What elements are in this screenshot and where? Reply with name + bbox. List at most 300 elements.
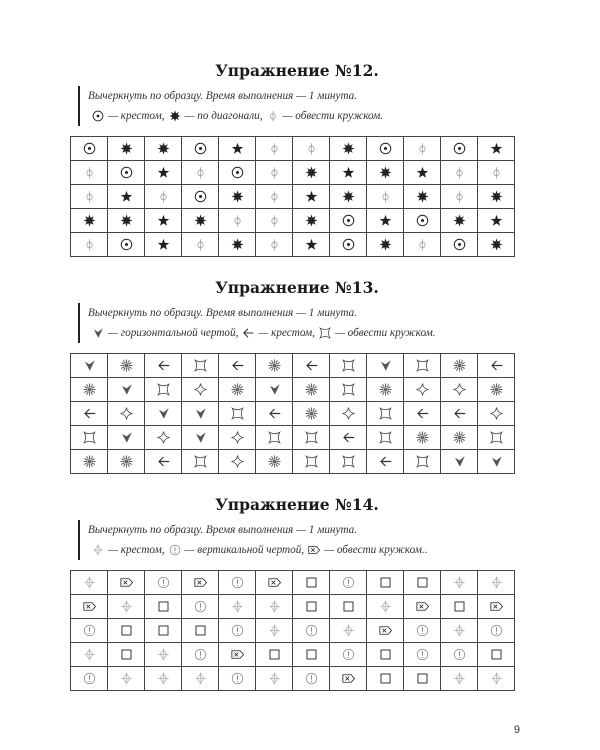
diamond-plus-icon [256, 623, 292, 638]
grid-cell[interactable] [219, 450, 256, 474]
grid-cell[interactable] [219, 209, 256, 233]
checkmark-icon [91, 326, 105, 340]
four-point-star-icon [330, 406, 366, 421]
grid-cell[interactable] [330, 571, 367, 595]
grid-cell[interactable] [182, 354, 219, 378]
square-icon [108, 647, 144, 662]
tag-x-icon [478, 599, 514, 614]
grid-cell[interactable] [367, 378, 404, 402]
grid-cell[interactable] [404, 571, 441, 595]
five-point-star-icon [478, 213, 514, 228]
grid-cell[interactable] [219, 233, 256, 257]
grid-cell[interactable] [71, 402, 108, 426]
grid-cell[interactable] [145, 209, 182, 233]
diamond-plus-icon [108, 599, 144, 614]
grid-cell[interactable] [441, 161, 478, 185]
grid-cell[interactable] [108, 209, 145, 233]
instruction-text: Вычеркнуть по образцу. Время выполнения — 1 минута. [88, 90, 358, 102]
phi-icon [367, 189, 403, 204]
sunburst-icon [219, 382, 255, 397]
left-arrow-icon [441, 406, 477, 421]
grid-cell[interactable] [404, 643, 441, 667]
grid-cell[interactable] [219, 595, 256, 619]
grid-cell[interactable] [71, 450, 108, 474]
eight-point-star-icon [293, 213, 329, 228]
grid-cell[interactable] [182, 426, 219, 450]
grid-cell[interactable] [478, 571, 515, 595]
grid-cell[interactable] [330, 354, 367, 378]
grid-row [71, 402, 515, 426]
legend-text: — крестом, [258, 327, 315, 339]
grid-cell[interactable] [293, 161, 330, 185]
exercise-12 [68, 60, 526, 257]
grid-row [71, 619, 515, 643]
grid-cell[interactable] [330, 667, 367, 691]
eight-point-star-icon [219, 237, 255, 252]
grid-cell[interactable] [404, 137, 441, 161]
grid-cell[interactable] [71, 378, 108, 402]
grid-cell[interactable] [256, 185, 293, 209]
left-arrow-icon [71, 406, 107, 421]
grid-cell[interactable] [219, 137, 256, 161]
circle-exclaim-icon [168, 543, 182, 557]
grid-cell[interactable] [108, 233, 145, 257]
phi-icon [441, 165, 477, 180]
five-point-star-icon [145, 237, 181, 252]
grid-cell[interactable] [256, 402, 293, 426]
grid-cell[interactable] [182, 595, 219, 619]
grid-cell[interactable] [404, 667, 441, 691]
grid-cell[interactable] [71, 185, 108, 209]
eight-point-star-icon [330, 189, 366, 204]
grid-cell[interactable] [293, 643, 330, 667]
grid-cell[interactable] [256, 619, 293, 643]
phi-icon [404, 141, 440, 156]
circle-exclaim-icon [478, 623, 514, 638]
circle-exclaim-icon [293, 671, 329, 686]
grid-cell[interactable] [293, 137, 330, 161]
grid-cell[interactable] [478, 402, 515, 426]
grid-cell[interactable] [441, 450, 478, 474]
eight-point-star-icon [182, 213, 218, 228]
square-icon [108, 623, 144, 638]
grid-cell[interactable] [256, 137, 293, 161]
grid-cell[interactable] [182, 571, 219, 595]
grid-cell[interactable] [182, 233, 219, 257]
grid-cell[interactable] [367, 209, 404, 233]
circle-dot-icon [441, 141, 477, 156]
grid-cell[interactable] [441, 233, 478, 257]
concave-square-icon [404, 358, 440, 373]
phi-icon [145, 189, 181, 204]
grid-cell[interactable] [293, 450, 330, 474]
grid-cell[interactable] [478, 426, 515, 450]
grid-cell[interactable] [367, 354, 404, 378]
grid-cell[interactable] [145, 185, 182, 209]
grid-cell[interactable] [293, 619, 330, 643]
grid-row [71, 426, 515, 450]
circle-exclaim-icon [71, 623, 107, 638]
exercise-title: Упражнение №13. [215, 278, 379, 297]
eight-point-star-icon [168, 109, 182, 123]
checkmark-icon [108, 430, 144, 445]
grid-cell[interactable] [478, 354, 515, 378]
grid-cell[interactable] [182, 185, 219, 209]
grid-cell[interactable] [145, 161, 182, 185]
grid-cell[interactable] [145, 354, 182, 378]
grid-cell[interactable] [367, 595, 404, 619]
grid-cell[interactable] [367, 137, 404, 161]
grid-cell[interactable] [478, 619, 515, 643]
grid-cell[interactable] [108, 450, 145, 474]
tag-x-icon [330, 671, 366, 686]
circle-exclaim-icon [182, 647, 218, 662]
grid-cell[interactable] [367, 233, 404, 257]
five-point-star-icon [478, 141, 514, 156]
five-point-star-icon [145, 213, 181, 228]
grid-cell[interactable] [71, 354, 108, 378]
grid-cell[interactable] [330, 161, 367, 185]
grid-cell[interactable] [182, 643, 219, 667]
grid-cell[interactable] [404, 426, 441, 450]
concave-square-icon [256, 430, 292, 445]
grid-cell[interactable] [293, 426, 330, 450]
left-arrow-icon [145, 358, 181, 373]
checkmark-icon [441, 454, 477, 469]
diamond-plus-icon [256, 671, 292, 686]
grid-cell[interactable] [71, 571, 108, 595]
circle-dot-icon [330, 237, 366, 252]
grid-cell[interactable] [71, 426, 108, 450]
grid-cell[interactable] [256, 161, 293, 185]
grid-cell[interactable] [219, 426, 256, 450]
grid-cell[interactable] [219, 619, 256, 643]
grid-cell[interactable] [108, 595, 145, 619]
circle-dot-icon [91, 109, 105, 123]
grid-cell[interactable] [71, 595, 108, 619]
grid-cell[interactable] [219, 185, 256, 209]
eight-point-star-icon [441, 213, 477, 228]
square-icon [367, 647, 403, 662]
grid-cell[interactable] [293, 595, 330, 619]
diamond-plus-icon [441, 671, 477, 686]
grid-cell[interactable] [404, 233, 441, 257]
grid-cell[interactable] [441, 137, 478, 161]
grid-cell[interactable] [478, 161, 515, 185]
grid-cell[interactable] [330, 643, 367, 667]
grid-cell[interactable] [108, 571, 145, 595]
circle-dot-icon [182, 141, 218, 156]
grid-cell[interactable] [182, 137, 219, 161]
square-icon [441, 599, 477, 614]
concave-square-icon [330, 454, 366, 469]
grid-cell[interactable] [145, 571, 182, 595]
grid-row [71, 378, 515, 402]
grid-cell[interactable] [108, 643, 145, 667]
grid-cell[interactable] [145, 378, 182, 402]
grid-cell[interactable] [441, 619, 478, 643]
grid-cell[interactable] [478, 209, 515, 233]
grid-cell[interactable] [441, 643, 478, 667]
tag-x-icon [404, 599, 440, 614]
circle-exclaim-icon [404, 623, 440, 638]
grid-row [71, 571, 515, 595]
circle-dot-icon [71, 141, 107, 156]
grid-cell[interactable] [404, 209, 441, 233]
grid-cell[interactable] [256, 667, 293, 691]
grid-cell[interactable] [108, 402, 145, 426]
legend-text: — по диагонали, [184, 110, 263, 122]
five-point-star-icon [293, 237, 329, 252]
grid-cell[interactable] [219, 643, 256, 667]
five-point-star-icon [367, 213, 403, 228]
sunburst-icon [256, 454, 292, 469]
grid-cell[interactable] [367, 185, 404, 209]
grid-cell[interactable] [219, 161, 256, 185]
grid-cell[interactable] [108, 619, 145, 643]
grid-cell[interactable] [330, 619, 367, 643]
grid-cell[interactable] [478, 378, 515, 402]
grid-cell[interactable] [367, 571, 404, 595]
square-icon [293, 599, 329, 614]
grid-cell[interactable] [71, 233, 108, 257]
phi-icon [256, 141, 292, 156]
diamond-plus-icon [71, 647, 107, 662]
diamond-plus-icon [71, 575, 107, 590]
circle-exclaim-icon [219, 671, 255, 686]
five-point-star-icon [330, 165, 366, 180]
grid-cell[interactable] [441, 667, 478, 691]
tag-x-icon [108, 575, 144, 590]
grid-cell[interactable] [71, 161, 108, 185]
grid-cell[interactable] [293, 185, 330, 209]
concave-square-icon [330, 382, 366, 397]
grid-cell[interactable] [182, 667, 219, 691]
grid-cell[interactable] [478, 137, 515, 161]
symbol-legend [88, 323, 526, 343]
grid-cell[interactable] [145, 426, 182, 450]
grid-cell[interactable] [478, 667, 515, 691]
grid-cell[interactable] [367, 402, 404, 426]
square-icon [145, 623, 181, 638]
grid-cell[interactable] [293, 233, 330, 257]
grid-cell[interactable] [145, 137, 182, 161]
left-arrow-icon [145, 454, 181, 469]
grid-cell[interactable] [404, 185, 441, 209]
left-arrow-icon [241, 326, 255, 340]
grid-cell[interactable] [219, 667, 256, 691]
square-icon [256, 647, 292, 662]
grid-cell[interactable] [145, 667, 182, 691]
grid-cell[interactable] [219, 571, 256, 595]
grid-cell[interactable] [441, 209, 478, 233]
grid-cell[interactable] [182, 209, 219, 233]
grid-cell[interactable] [256, 378, 293, 402]
sunburst-icon [108, 454, 144, 469]
grid-cell[interactable] [441, 595, 478, 619]
grid-cell[interactable] [108, 137, 145, 161]
symbol-grid [70, 353, 515, 474]
eight-point-star-icon [404, 189, 440, 204]
grid-cell[interactable] [256, 233, 293, 257]
grid-cell[interactable] [219, 378, 256, 402]
grid-cell[interactable] [441, 571, 478, 595]
grid-cell[interactable] [367, 667, 404, 691]
left-arrow-icon [367, 454, 403, 469]
grid-cell[interactable] [71, 209, 108, 233]
grid-cell[interactable] [108, 185, 145, 209]
grid-cell[interactable] [256, 354, 293, 378]
circle-dot-icon [219, 165, 255, 180]
circle-exclaim-icon [293, 623, 329, 638]
grid-cell[interactable] [219, 402, 256, 426]
grid-row [71, 185, 515, 209]
concave-square-icon [71, 430, 107, 445]
grid-cell[interactable] [404, 402, 441, 426]
square-icon [293, 647, 329, 662]
grid-cell[interactable] [182, 619, 219, 643]
phi-icon [256, 165, 292, 180]
square-icon [404, 575, 440, 590]
grid-cell[interactable] [441, 426, 478, 450]
circle-dot-icon [108, 237, 144, 252]
grid-cell[interactable] [330, 595, 367, 619]
grid-cell[interactable] [145, 233, 182, 257]
grid-cell[interactable] [404, 619, 441, 643]
grid-cell[interactable] [293, 354, 330, 378]
grid-cell[interactable] [108, 161, 145, 185]
symbol-legend [88, 106, 526, 126]
sunburst-icon [71, 382, 107, 397]
grid-cell[interactable] [71, 667, 108, 691]
grid-cell[interactable] [293, 402, 330, 426]
exercise-instructions [78, 303, 526, 343]
eight-point-star-icon [71, 213, 107, 228]
grid-cell[interactable] [441, 354, 478, 378]
grid-cell[interactable] [256, 571, 293, 595]
grid-cell[interactable] [404, 595, 441, 619]
grid-cell[interactable] [367, 643, 404, 667]
grid-cell[interactable] [145, 643, 182, 667]
circle-exclaim-icon [145, 575, 181, 590]
grid-row [71, 161, 515, 185]
grid-cell[interactable] [256, 595, 293, 619]
grid-row [71, 643, 515, 667]
grid-cell[interactable] [108, 354, 145, 378]
grid-cell[interactable] [219, 354, 256, 378]
concave-square-icon [182, 454, 218, 469]
grid-cell[interactable] [330, 378, 367, 402]
five-point-star-icon [293, 189, 329, 204]
grid-cell[interactable] [367, 161, 404, 185]
diamond-plus-icon [91, 543, 105, 557]
grid-cell[interactable] [330, 209, 367, 233]
checkmark-icon [182, 430, 218, 445]
grid-cell[interactable] [182, 450, 219, 474]
exercise-title: Упражнение №14. [215, 495, 379, 514]
grid-cell[interactable] [478, 185, 515, 209]
grid-cell[interactable] [367, 619, 404, 643]
grid-cell[interactable] [256, 643, 293, 667]
legend-text: — крестом, [108, 544, 165, 556]
sunburst-icon [367, 382, 403, 397]
grid-cell[interactable] [108, 378, 145, 402]
grid-cell[interactable] [71, 137, 108, 161]
grid-cell[interactable] [71, 643, 108, 667]
grid-cell[interactable] [441, 378, 478, 402]
grid-cell[interactable] [330, 233, 367, 257]
grid-cell[interactable] [330, 426, 367, 450]
circle-exclaim-icon [219, 575, 255, 590]
grid-cell[interactable] [145, 450, 182, 474]
grid-cell[interactable] [293, 378, 330, 402]
tag-x-icon [367, 623, 403, 638]
diamond-plus-icon [145, 647, 181, 662]
grid-cell[interactable] [441, 185, 478, 209]
grid-cell[interactable] [182, 402, 219, 426]
diamond-plus-icon [441, 623, 477, 638]
eight-point-star-icon [108, 141, 144, 156]
grid-cell[interactable] [478, 450, 515, 474]
exercise-instructions [78, 86, 526, 126]
grid-cell[interactable] [330, 185, 367, 209]
grid-cell[interactable] [256, 450, 293, 474]
grid-cell[interactable] [330, 450, 367, 474]
concave-square-icon [478, 430, 514, 445]
grid-cell[interactable] [478, 233, 515, 257]
eight-point-star-icon [108, 213, 144, 228]
diamond-plus-icon [441, 575, 477, 590]
grid-cell[interactable] [145, 595, 182, 619]
grid-row [71, 137, 515, 161]
grid-row [71, 354, 515, 378]
grid-cell[interactable] [404, 354, 441, 378]
grid-cell[interactable] [330, 137, 367, 161]
grid-cell[interactable] [256, 209, 293, 233]
grid-cell[interactable] [404, 161, 441, 185]
legend-text: — крестом, [108, 110, 165, 122]
sunburst-icon [441, 430, 477, 445]
grid-cell[interactable] [478, 643, 515, 667]
grid-cell[interactable] [404, 450, 441, 474]
grid-cell[interactable] [182, 378, 219, 402]
square-icon [478, 647, 514, 662]
grid-cell[interactable] [293, 667, 330, 691]
grid-cell[interactable] [182, 161, 219, 185]
grid-cell[interactable] [404, 378, 441, 402]
four-point-star-icon [219, 430, 255, 445]
grid-cell[interactable] [145, 402, 182, 426]
grid-cell[interactable] [330, 402, 367, 426]
grid-cell[interactable] [108, 426, 145, 450]
grid-cell[interactable] [293, 571, 330, 595]
legend-text: — горизонтальной чертой, [108, 327, 239, 339]
grid-cell[interactable] [256, 426, 293, 450]
grid-cell[interactable] [441, 402, 478, 426]
square-icon [404, 671, 440, 686]
grid-cell[interactable] [367, 450, 404, 474]
diamond-plus-icon [478, 575, 514, 590]
tag-x-icon [182, 575, 218, 590]
grid-cell[interactable] [367, 426, 404, 450]
eight-point-star-icon [219, 189, 255, 204]
grid-cell[interactable] [293, 209, 330, 233]
sunburst-icon [293, 382, 329, 397]
grid-cell[interactable] [145, 619, 182, 643]
grid-cell[interactable] [71, 619, 108, 643]
grid-cell[interactable] [108, 667, 145, 691]
grid-cell[interactable] [478, 595, 515, 619]
